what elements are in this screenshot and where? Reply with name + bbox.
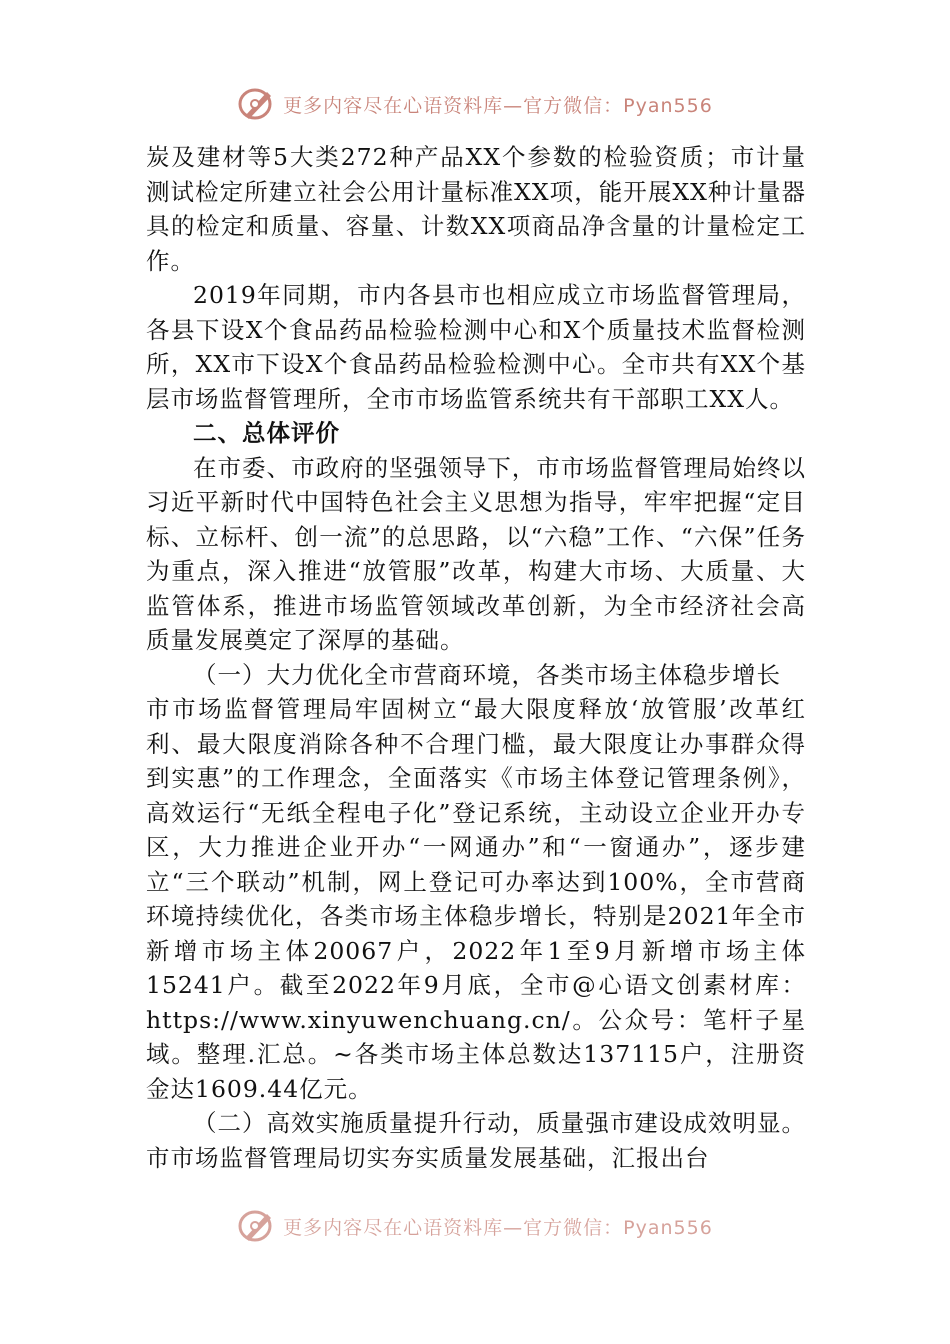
document-body [146, 140, 806, 1175]
section-heading-overall-evaluation: 二、总体评价 [193, 419, 340, 447]
watermark-text: 更多内容尽在心语资料库—官方微信：Pyan556 [283, 94, 713, 117]
paragraph-2019: 2019年同期，市内各县市也相应成立市场监督管理局，各县下设X个食品药品检验检测中心和X个质量技术监督检测所，XX市下设X个食品药品检验检测中心。全市共有XX个基层市场监督管理所，全市市场监管系统共有干部职工XX人。 [146, 281, 806, 413]
watermark-text: 更多内容尽在心语资料库—官方微信：Pyan556 [283, 1216, 713, 1239]
pen-logo-icon [237, 1208, 277, 1244]
footer-watermark [0, 1206, 950, 1246]
subsection-heading-1: （一）大力优化全市营商环境，各类市场主体稳步增长 [193, 660, 781, 689]
pen-logo-icon [237, 86, 277, 122]
paragraph-business-environment: 市市场监督管理局牢固树立“最大限度释放‘放管服’改革红利、最大限度消除各种不合理门槛，最大限度让办事群众得到实惠”的工作理念，全面落实《市场主体登记管理条例》，高效运行“无纸全程电子化”登记系统，主动设立企业开办专区，大力推进企业开办“一网通办”和“一窗通办”，逐步建立“三个联动”机制，网上登记可办率达到100%，全市营商环境持续优化，各类市场主体稳步增长，特别是2021年全市新增市场主体20067户，2022年1至9月新增市场主体15241户。截至2022年9月底，全市@心语文创素材库：https://www.xinyuwenchuang.cn/。公众号：笔杆子星域。整理.汇总。~各类市场主体总数达137115户，注册资金达1609.44亿元。 [146, 695, 806, 1103]
header-watermark [0, 84, 950, 124]
paragraph-continued: 炭及建材等5大类272种产品XX个参数的检验资质；市计量测试检定所建立社会公用计量标准XX项，能开展XX种计量器具的检定和质量、容量、计数XX项商品净含量的计量检定工作。 [146, 143, 806, 275]
paragraph-overall-evaluation: 在市委、市政府的坚强领导下，市市场监督管理局始终以习近平新时代中国特色社会主义思想为指导，牢牢把握“定目标、立标杆、创一流”的总思路，以“六稳”工作、“六保”任务为重点，深入推进“放管服”改革，构建大市场、大质量、大监管体系，推进市场监管领域改革创新，为全市经济社会高质量发展奠定了深厚的基础。 [146, 453, 806, 654]
subsection-heading-2: （二）高效实施质量提升行动，质量强市建设成效明显。市市场监督管理局切实夯实质量发展基础，汇报出台 [146, 1109, 806, 1172]
